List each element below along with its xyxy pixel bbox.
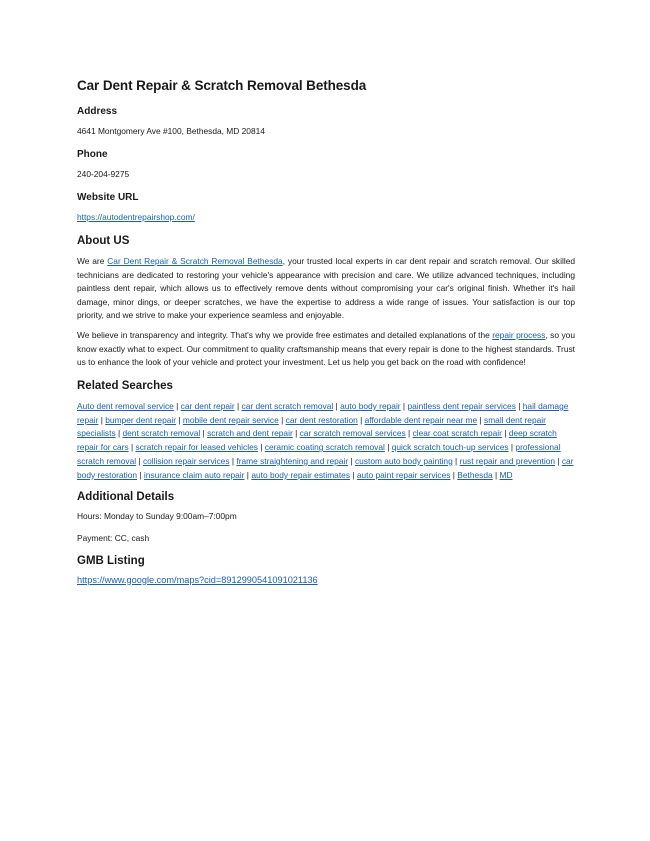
separator: |: [405, 428, 413, 439]
page-title: Car Dent Repair & Scratch Removal Bethesda: [77, 78, 367, 93]
separator: |: [115, 428, 123, 439]
gmb-heading: GMB Listing: [77, 554, 145, 567]
related-search-link[interactable]: auto body repair estimates: [251, 469, 351, 480]
about-paragraph-1: [77, 255, 575, 323]
separator: |: [515, 400, 523, 411]
separator: |: [333, 400, 341, 411]
about-p2-prefix: We believe in transparency and integrity. That's why we provide free estimates and detailed explanations of the: [77, 329, 493, 340]
about-p1-prefix: We are: [77, 256, 108, 266]
separator: |: [501, 428, 509, 439]
related-search-link[interactable]: collision repair services: [142, 455, 230, 466]
phone-label: Phone: [77, 149, 108, 160]
website-value: [77, 212, 575, 222]
gmb-link[interactable]: https://www.google.com/maps?cid=8912990541091021136: [77, 574, 318, 585]
related-search-link[interactable]: car body restoration: [77, 455, 574, 480]
separator: |: [173, 400, 181, 411]
address-label: Address: [77, 106, 118, 117]
website-label: Website URL: [77, 192, 139, 203]
about-paragraph-2: [77, 329, 575, 370]
related-search-link[interactable]: small dent repair specialists: [77, 414, 546, 439]
related-search-link[interactable]: scratch and dent repair: [207, 428, 293, 439]
related-searches-list: [77, 400, 575, 483]
related-search-link[interactable]: mobile dent repair service: [182, 414, 279, 425]
separator: |: [292, 428, 300, 439]
separator: |: [555, 455, 562, 466]
related-search-link[interactable]: scratch repair for leased vehicles: [135, 442, 258, 453]
separator: |: [128, 442, 136, 453]
separator: |: [450, 469, 458, 480]
related-search-link[interactable]: car dent restoration: [285, 414, 358, 425]
related-search-link[interactable]: MD: [499, 469, 513, 480]
separator: |: [234, 400, 242, 411]
related-search-link[interactable]: car dent repair: [180, 400, 235, 411]
related-search-link[interactable]: quick scratch touch-up services: [391, 442, 509, 453]
separator: |: [257, 442, 265, 453]
separator: |: [200, 428, 208, 439]
separator: |: [384, 442, 392, 453]
additional-details-heading: Additional Details: [77, 490, 175, 503]
document-page: [77, 78, 575, 585]
separator: |: [278, 414, 286, 425]
separator: |: [244, 469, 252, 480]
separator: |: [477, 414, 484, 425]
related-searches-heading: Related Searches: [77, 379, 173, 392]
related-search-link[interactable]: car dent scratch removal: [241, 400, 334, 411]
separator: |: [137, 469, 144, 480]
separator: |: [400, 400, 408, 411]
related-search-link[interactable]: dent scratch removal: [122, 428, 201, 439]
separator: |: [229, 455, 237, 466]
gmb-value: [77, 575, 575, 585]
payment-text: Payment: CC, cash: [77, 532, 150, 543]
website-link[interactable]: https://autodentrepairshop.com/: [77, 212, 195, 222]
related-search-link[interactable]: Bethesda: [457, 469, 493, 480]
related-search-link[interactable]: professional scratch removal: [77, 442, 561, 466]
related-search-link[interactable]: clear coat scratch repair: [412, 428, 502, 439]
address-value: 4641 Montgomery Ave #100, Bethesda, MD 20814: [77, 126, 265, 136]
related-search-link[interactable]: affordable dent repair near me: [364, 414, 478, 425]
about-p1-suffix: , your trusted local experts in car dent repair and scratch removal. Our skilled technicians are dedicated to restoring your vehicle's appearance with precision and care. We utilize advanced techniques, including paintless dent repair, which allows us to effectively remove dents without compromising your car's original finish. Whether it's hail damage, minor dings, or deeper scratches, we have the expertise to address a wide range of issues. Your satisfaction is our top priority, and we strive to make your experience seamless and enjoyable.: [77, 256, 576, 321]
related-search-link[interactable]: deep scratch repair for cars: [77, 428, 557, 453]
related-search-link[interactable]: rust repair and prevention: [459, 455, 556, 466]
separator: |: [348, 455, 355, 466]
separator: |: [98, 414, 106, 425]
phone-value: 240-204-9275: [77, 169, 130, 179]
business-name-link[interactable]: Car Dent Repair & Scratch Removal Bethesda: [107, 256, 283, 266]
related-search-link[interactable]: insurance claim auto repair: [143, 469, 245, 480]
related-search-link[interactable]: paintless dent repair services: [407, 400, 516, 411]
separator: |: [492, 469, 500, 480]
separator: |: [136, 455, 143, 466]
repair-process-link[interactable]: repair process: [492, 329, 546, 340]
separator: |: [452, 455, 460, 466]
separator: |: [357, 414, 365, 425]
related-search-link[interactable]: car scratch removal services: [299, 428, 406, 439]
separator: |: [508, 442, 516, 453]
related-search-link[interactable]: frame straightening and repair: [236, 455, 349, 466]
about-p2-suffix: , so you know exactly what to expect. Our commitment to quality craftsmanship means that every repair is done to the highest standards. Trust us to enhance the look of your vehicle and protect your investment. Let us help you get back on the road with confidence!: [77, 329, 575, 368]
related-search-link[interactable]: auto paint repair services: [356, 469, 451, 480]
separator: |: [350, 469, 357, 480]
about-heading: About US: [77, 235, 130, 247]
related-search-link[interactable]: auto body repair: [340, 400, 401, 411]
related-search-link[interactable]: Auto dent removal service: [77, 400, 174, 411]
hours-text: Hours: Monday to Sunday 9:00am–7:00pm: [77, 510, 237, 521]
separator: |: [176, 414, 183, 425]
related-search-link[interactable]: bumper dent repair: [105, 414, 177, 425]
related-search-link[interactable]: ceramic coating scratch removal: [264, 442, 385, 453]
related-search-link[interactable]: custom auto body painting: [354, 455, 453, 466]
related-search-link[interactable]: hail damage repair: [77, 400, 569, 425]
